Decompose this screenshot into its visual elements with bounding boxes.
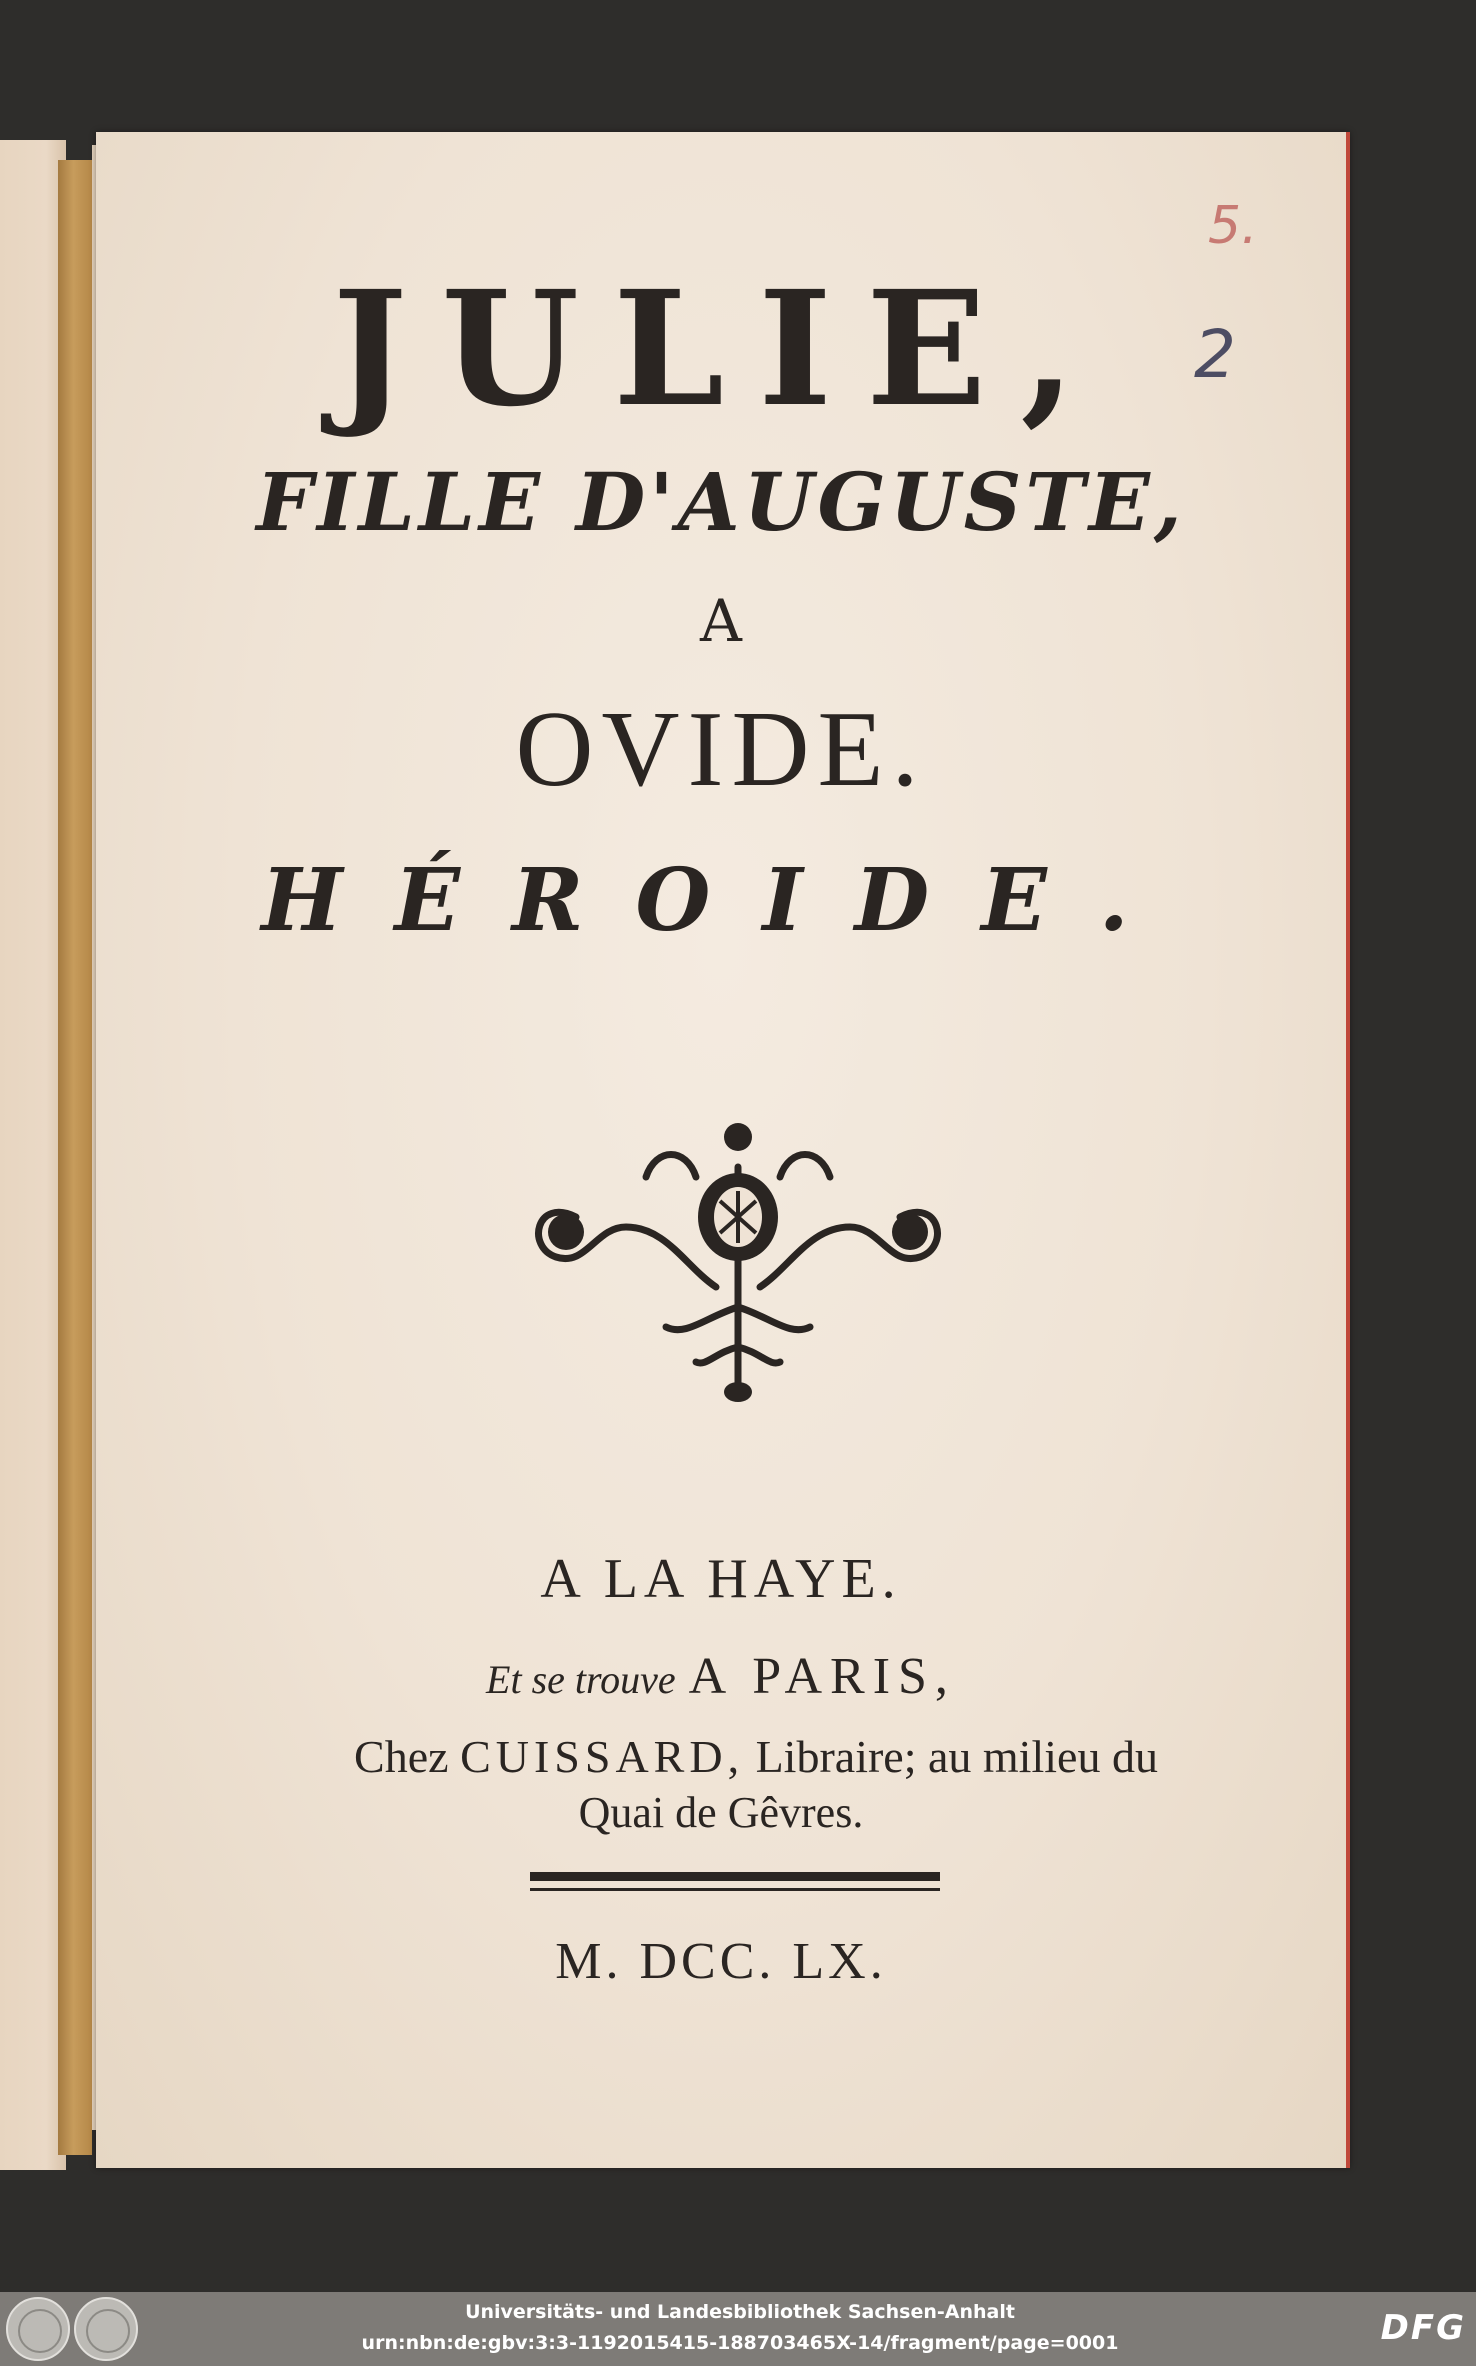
footer-institution: Universitäts- und Landesbibliothek Sachsen-Anhalt — [465, 2301, 1015, 2323]
double-rule-thin — [530, 1888, 940, 1891]
title-page — [96, 132, 1350, 2168]
handwritten-shelf-number: 2 — [1194, 316, 1236, 393]
imprint-publisher-line — [96, 1730, 1346, 1783]
imprint-paris-italic: Et se trouve — [486, 1657, 676, 1702]
preposition: A — [700, 587, 742, 655]
library-footer — [0, 2292, 1476, 2366]
imprint-date: M. DCC. LX. — [555, 1933, 887, 1990]
double-rule-thick — [530, 1872, 940, 1881]
handwritten-mark-red: 5. — [1208, 196, 1258, 256]
library-seal-icon — [6, 2297, 70, 2361]
imprint-chez: Chez — [354, 1731, 449, 1782]
book-subtitle: FILLE D'AUGUSTE, — [256, 455, 1186, 549]
book-title: JULIE, — [332, 257, 1110, 442]
imprint-city: A LA HAYE. — [540, 1548, 902, 1610]
imprint-paris-caps: A PARIS, — [688, 1648, 956, 1705]
printers-ornament-icon — [516, 1107, 960, 1407]
genre: HÉROIDE. — [261, 850, 1181, 951]
previous-page-edge — [0, 140, 66, 2170]
university-seal-icon — [74, 2297, 138, 2361]
book-spine — [58, 160, 92, 2155]
addressee: OVIDE. — [515, 690, 927, 809]
imprint-paris-line — [96, 1647, 1346, 1706]
imprint-publisher-rest: Libraire; au milieu du — [755, 1731, 1158, 1782]
imprint-publisher-name: CUISSARD, — [460, 1731, 745, 1782]
dfg-logo: DFG — [1380, 2308, 1466, 2348]
footer-urn: urn:nbn:de:gbv:3:3-1192015415-188703465X-14/fragment/page=0001 — [361, 2332, 1119, 2354]
imprint-address: Quai de Gêvres. — [578, 1788, 864, 1837]
